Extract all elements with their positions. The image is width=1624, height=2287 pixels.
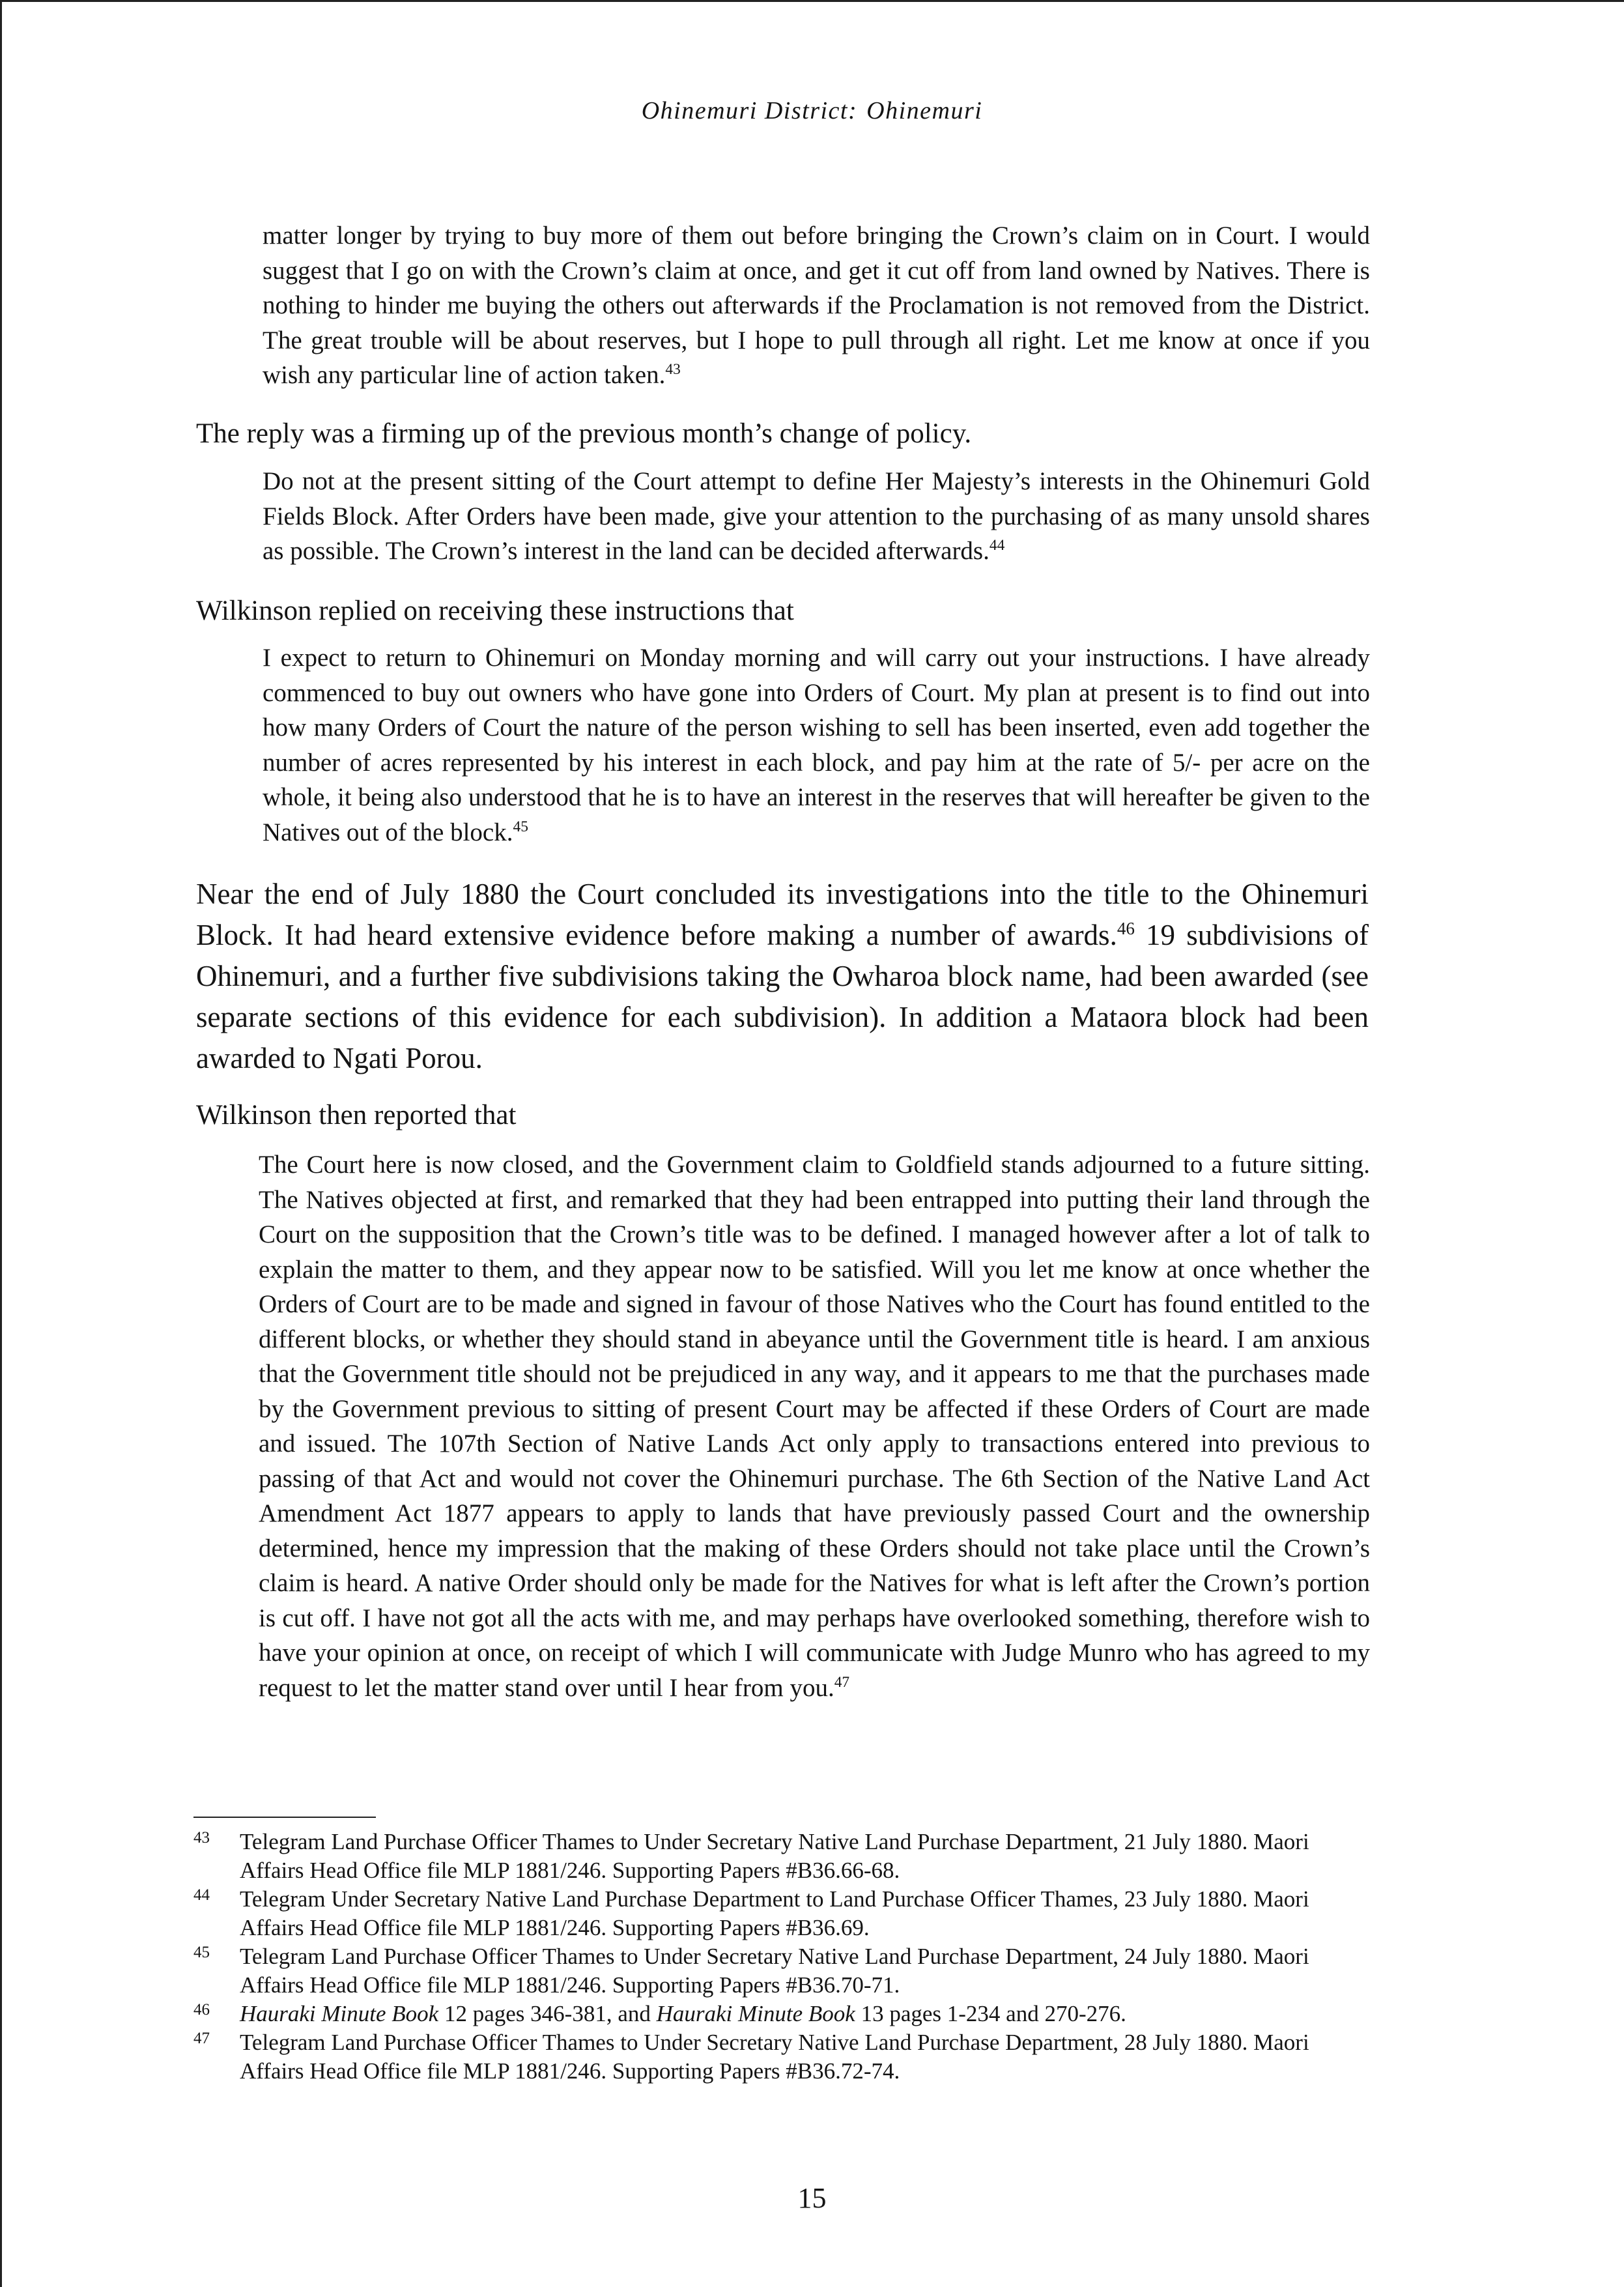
footnote-43 <box>193 1828 1366 1885</box>
footnote-text-part: 12 pages 346-381, and <box>438 2001 657 2026</box>
block-quote-text: The Court here is now closed, and the Government claim to Goldfield stands adjourned to a future sitting. The Natives objected at first, and remarked that they had been entrapped into putting their land through the Court on the supposition that the Crown’s title was to be defined. I managed however after a lot of talk to explain the matter to them, and they appear now to be satisfied. Will you let me know at once whether the Orders of Court are to be made and signed in favour of those Natives who the Court has found entitled to the different blocks, or whether they should stand in abeyance until the Government title is heard. I am anxious that the Government title should not be prejudiced in any way, and it appears to me that the purchases made by the Government previous to sitting of present Court may be affected if these Orders of Court are made and issued. The 107th Section of Native Lands Act only apply to transactions entered into previous to passing of that Act and would not cover the Ohinemuri purchase. The 6th Section of the Native Land Act Amendment Act 1877 appears to apply to lands that have previously passed Court and the ownership determined, hence my impression that the making of these Orders should not take place until the Crown’s claim is heard. A native Order should only be made for the Natives for what is left after the Crown’s portion is cut off. I have not got all the acts with me, and may perhaps have overlooked something, therefore wish to have your opinion at once, on receipt of which I will communicate with Judge Munro who has agreed to my request to let the matter stand over until I hear from you. <box>259 1151 1370 1702</box>
footnote-divider <box>193 1817 376 1818</box>
footnote-number: 45 <box>193 1944 210 1961</box>
footnote-ref-44[interactable]: 44 <box>989 537 1005 554</box>
footnote-number: 43 <box>193 1829 210 1847</box>
block-quote-text: matter longer by trying to buy more of them out before bringing the Crown’s claim on in Court. I would suggest that I go on with the Crown’s claim at once, and get it cut off from land owned by Natives. There is nothing to hinder me buying the others out afterwards if the Proclamation is not removed from the District. The great trouble will be about reserves, but I hope to pull through all right. Let me know at once if you wish any particular line of action taken. <box>263 222 1370 389</box>
footnote-47 <box>193 2028 1366 2086</box>
footnote-text: Telegram Land Purchase Officer Thames to Under Secretary Native Land Purchase Department, 24 July 1880. Maori Affairs Head Office file MLP 1881/246. Supporting Papers #B36.70-71. <box>240 1944 1309 1998</box>
footnote-ref-45[interactable]: 45 <box>513 818 528 835</box>
footnote-text: Telegram Land Purchase Officer Thames to Under Secretary Native Land Purchase Department, 28 July 1880. Maori Affairs Head Office file MLP 1881/246. Supporting Papers #B36.72-74. <box>240 2030 1309 2084</box>
book-title: Hauraki Minute Book <box>656 2001 855 2026</box>
block-quote-text: Do not at the present sitting of the Court attempt to define Her Majesty’s interests in the Ohinemuri Gold Fields Block. After Orders have been made, give your attention to the purchasing of as many unsold shares as possible. The Crown’s interest in the land can be decided afterwards. <box>263 467 1370 565</box>
block-quote-43 <box>263 218 1370 393</box>
running-header-district: Ohinemuri District: <box>641 97 858 124</box>
footnote-ref-47[interactable]: 47 <box>834 1673 850 1691</box>
body-paragraph-text: Near the end of July 1880 the Court concluded its investigations into the title to the Ohinemuri Block. It had heard extensive evidence before making a number of awards. <box>196 878 1369 951</box>
block-quote-44 <box>263 464 1370 569</box>
intro-sentence: Wilkinson replied on receiving these instructions that <box>196 596 794 626</box>
footnote-44 <box>193 1885 1366 1942</box>
footnote-number: 44 <box>193 1886 210 1904</box>
footnote-45 <box>193 1942 1366 2000</box>
running-header <box>0 96 1624 125</box>
body-paragraph <box>196 874 1369 1079</box>
footnote-number: 46 <box>193 2001 210 2019</box>
block-quote-45 <box>263 640 1370 850</box>
running-header-block: Ohinemuri <box>866 97 983 124</box>
footnote-46 <box>193 2000 1366 2028</box>
body-paragraph-text: 19 subdivisions of Ohinemuri, and a further five subdivisions taking the Owharoa block name, had been awarded (see separate sections of this evidence for each subdivision). In addition a Mataora block had been awarded to Ngati Porou. <box>196 919 1369 1074</box>
footnote-number: 47 <box>193 2030 210 2047</box>
intro-sentence: Wilkinson then reported that <box>196 1100 517 1130</box>
footnote-ref-43[interactable]: 43 <box>665 361 681 378</box>
page-number: 15 <box>797 2182 827 2214</box>
footnote-text <box>240 2000 1366 2028</box>
intro-sentence: The reply was a firming up of the previous month’s change of policy. <box>196 418 972 449</box>
footnote-text: Telegram Land Purchase Officer Thames to Under Secretary Native Land Purchase Department, 21 July 1880. Maori Affairs Head Office file MLP 1881/246. Supporting Papers #B36.66-68. <box>240 1829 1309 1883</box>
footnote-ref-46[interactable]: 46 <box>1117 919 1135 938</box>
block-quote-text: I expect to return to Ohinemuri on Monday morning and will carry out your instructions. I have already commenced to buy out owners who have gone into Orders of Court. My plan at present is to find out into how many Orders of Court the nature of the person wishing to sell has been inserted, even add together the number of acres represented by his interest in each block, and pay him at the rate of 5/- per acre on the whole, it being also understood that he is to have an interest in the reserves that will hereafter be given to the Natives out of the block. <box>263 644 1370 846</box>
block-quote-47 <box>259 1147 1370 1705</box>
footnote-text: Telegram Under Secretary Native Land Purchase Department to Land Purchase Officer Thames, 23 July 1880. Maori Affairs Head Office file MLP 1881/246. Supporting Papers #B36.69. <box>240 1886 1309 1940</box>
book-title: Hauraki Minute Book <box>240 2001 439 2026</box>
footnotes <box>193 1828 1366 2086</box>
footnote-text-part: 13 pages 1-234 and 270-276. <box>855 2001 1126 2026</box>
